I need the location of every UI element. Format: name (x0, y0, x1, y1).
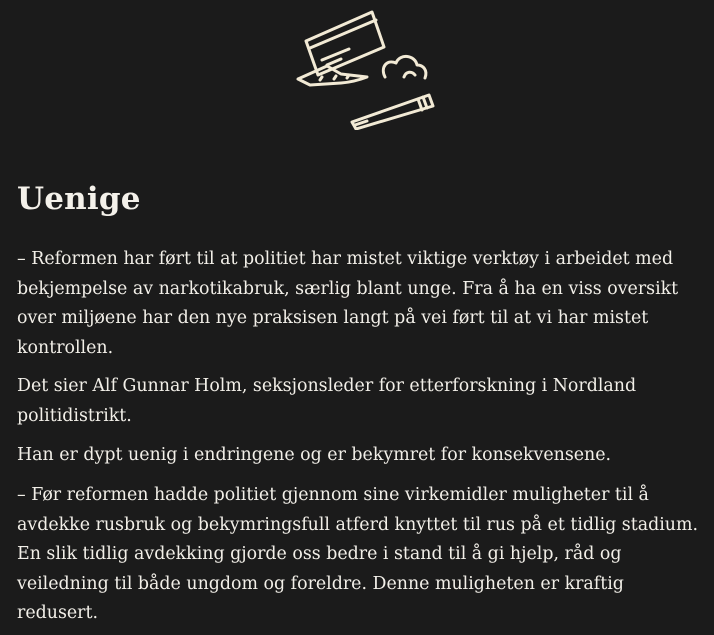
joint-icon (352, 95, 433, 129)
paragraph-quote-1: – Reformen har ført til at politiet har mistet viktige verktøy i arbeidet med bekjempelse av narkotikabruk, særlig blant unge. Fra å ha en viss oversikt over miljøene har den nye praksisen langt på vei ført til at vi har mistet kontrollen. (17, 249, 679, 358)
smoke-icon (383, 56, 426, 78)
drug-paraphernalia-icon (292, 5, 442, 130)
section-heading: Uenige (17, 181, 141, 217)
paragraph-concern: Han er dypt uenig i endringene og er bekymret for konsekvensene. (17, 445, 612, 465)
powder-icon (298, 66, 367, 85)
paragraph-attribution: Det sier Alf Gunnar Holm, seksjonsleder for etterforskning i Nordland politidistrikt. (17, 376, 637, 426)
drug-illustration (292, 5, 442, 130)
paragraph-quote-2: – Før reformen hadde politiet gjennom sine virkemidler muligheter til å avdekke rusbruk og bekymringsfull atferd knyttet til rus på et tidlig stadium. En slik tidlig avdekking gjorde oss bedre i stand til å gi hjelp, råd og veiledning til både ungdom og foreldre. Denne muligheten er kraftig redusert. (17, 485, 699, 623)
card-icon (306, 12, 384, 75)
